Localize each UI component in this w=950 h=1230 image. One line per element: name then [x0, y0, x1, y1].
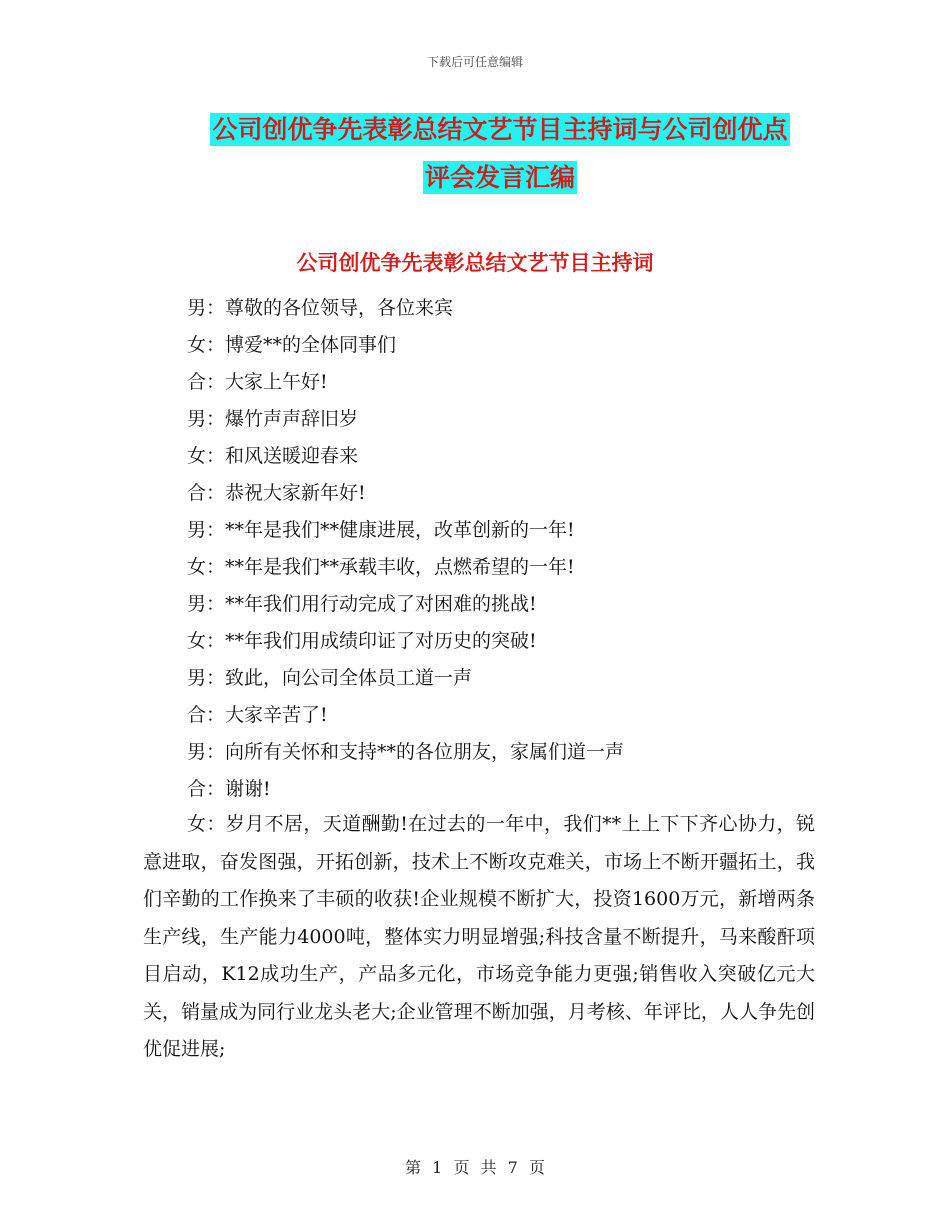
page-footer: 第 1 页 共 7 页: [405, 1158, 545, 1177]
dialogue-line: 女：**年我们用成绩印证了对历史的突破!: [187, 630, 537, 652]
body-paragraph: 女：岁月不居，天道酬勤!在过去的一年中，我们**上上下下齐心协力，锐意进取，奋发图强，开拓创新，技术上不断攻克难关，市场上不断开疆拓土，我们辛勤的工作换来了丰硕的收获!企业规模不断扩大，投资1600万元，新增两条生产线，生产能力4000吨，整体实力明显增强;科技含量不断提升，马来酸酐项目启动，K12成功生产，产品多元化，市场竞争能力更强;销售收入突破亿元大关，销量成为同行业龙头老大;企业管理不断加强，月考核、年评比，人人争先创优促进展;: [143, 813, 815, 1060]
dialogue-list: [187, 290, 827, 808]
dialogue-line: 合：大家辛苦了!: [187, 704, 328, 726]
dialogue-line: 男：**年是我们**健康进展，改革创新的一年!: [187, 519, 575, 541]
dialogue-line: 女：博爱**的全体同事们: [187, 334, 397, 356]
dialogue-line: 女：**年是我们**承载丰收，点燃希望的一年!: [187, 556, 575, 578]
dialogue-line: 男：尊敬的各位领导，各位来宾: [187, 297, 454, 319]
document-title: [190, 106, 810, 202]
dialogue-line: 合：大家上午好!: [187, 371, 328, 393]
document-title-line-1: 公司创优争先表彰总结文艺节目主持词与公司创优点: [212, 115, 788, 144]
dialogue-line: 男：爆竹声声辞旧岁: [187, 408, 359, 430]
document-title-line-2: 评会发言汇编: [424, 163, 575, 192]
dialogue-line: 男：向所有关怀和支持**的各位朋友，家属们道一声: [187, 741, 625, 763]
dialogue-line: 男：致此，向公司全体员工道一声: [187, 667, 473, 689]
dialogue-line: 女：和风送暖迎春来: [187, 445, 359, 467]
dialogue-line: 合：恭祝大家新年好!: [187, 482, 366, 504]
header-note: 下载后可任意编辑: [426, 55, 523, 69]
dialogue-line: 合：谢谢!: [187, 778, 271, 800]
section-title: 公司创优争先表彰总结文艺节目主持词: [296, 251, 654, 275]
dialogue-line: 男：**年我们用行动完成了对困难的挑战!: [187, 593, 537, 615]
